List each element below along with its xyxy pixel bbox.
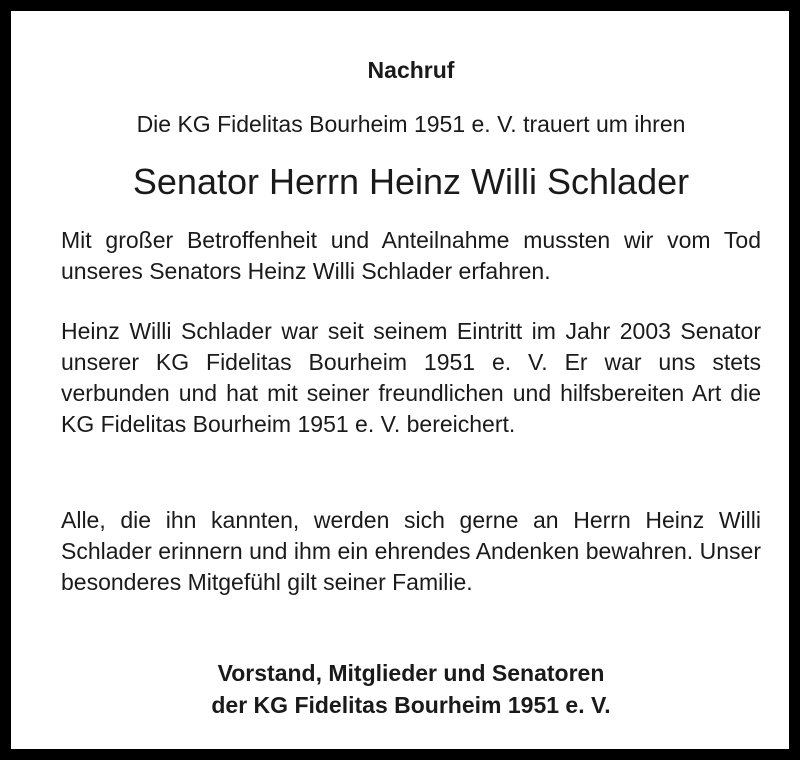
signature-line-2: der KG Fidelitas Bourheim 1951 e. V.: [211, 692, 611, 718]
signature-line-1: Vorstand, Mitglieder und Senatoren: [217, 660, 605, 686]
notice-intro: Die KG Fidelitas Bourheim 1951 e. V. trauert um ihren: [136, 111, 686, 137]
notice-signature: [55, 657, 767, 721]
notice-heading: Nachruf: [367, 57, 455, 83]
paragraph-remembrance: Alle, die ihn kannten, werden sich gerne an Herrn Heinz Willi Schlader erinnern und ihm ein ehrendes Andenken bewahren. Unser besonderes Mitgefühl gilt seiner Familie.: [61, 507, 761, 595]
paragraph-membership: Heinz Willi Schlader war seit seinem Eintritt im Jahr 2003 Senator unserer KG Fidelitas Bourheim 1951 e. V. Er war uns stets verbunden und hat mit seiner freundlichen und hilfsbereiten Art die KG Fidelitas Bourheim 1951 e. V. bereichert.: [61, 318, 761, 437]
paragraph-condolence: Mit großer Betroffenheit und Anteilnahme mussten wir vom Tod unseres Senators Heinz Willi Schlader erfahren.: [61, 227, 761, 284]
deceased-name: Senator Herrn Heinz Willi Schlader: [132, 161, 690, 202]
